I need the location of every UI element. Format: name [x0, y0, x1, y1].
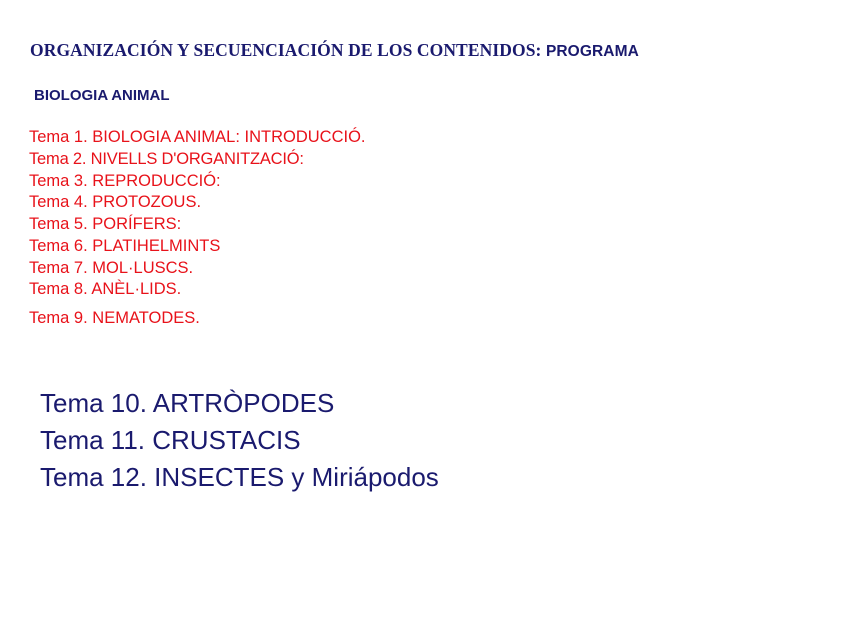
topic-11: Tema 11. CRUSTACIS — [40, 425, 301, 455]
topic-10: Tema 10. ARTRÒPODES — [40, 388, 335, 418]
page-title-main: ORGANIZACIÓN Y SECUENCIACIÓN DE LOS CONTENIDOS: — [30, 40, 542, 60]
page-title — [30, 40, 639, 61]
topic-3: Tema 3. REPRODUCCIÓ: — [29, 172, 221, 190]
topic-8: Tema 8. ANÈL·LIDS. — [29, 280, 182, 298]
topic-7: Tema 7. MOL·LUSCS. — [29, 259, 194, 277]
subject-heading: BIOLOGIA ANIMAL — [34, 87, 170, 104]
topic-6: Tema 6. PLATIHELMINTS — [29, 237, 221, 255]
page-title-suffix: PROGRAMA — [545, 43, 639, 60]
topic-4: Tema 4. PROTOZOUS. — [29, 193, 202, 211]
topic-5: Tema 5. PORÍFERS: — [29, 215, 182, 233]
topic-12: Tema 12. INSECTES y Miriápodos — [40, 462, 439, 492]
topic-9: Tema 9. NEMATODES. — [29, 309, 200, 327]
topic-1: Tema 1. BIOLOGIA ANIMAL: INTRODUCCIÓ. — [29, 128, 366, 146]
topic-2: Tema 2. NIVELLS D'ORGANITZACIÓ: — [29, 150, 304, 168]
